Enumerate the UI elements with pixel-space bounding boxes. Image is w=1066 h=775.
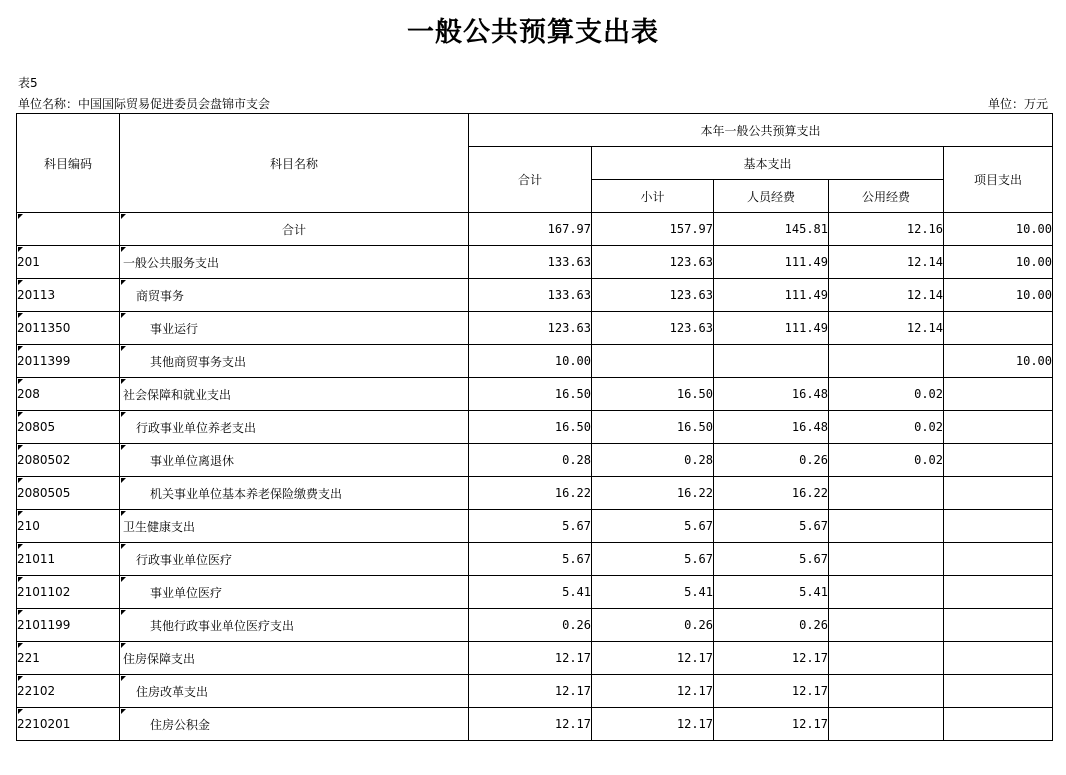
subject-name xyxy=(120,411,469,444)
amount-public: 0.02 xyxy=(829,378,944,411)
cell-comment-marker xyxy=(121,280,126,285)
subject-code-text: 208 xyxy=(17,387,40,401)
subject-name-text: 商贸事务 xyxy=(136,288,185,303)
subject-name xyxy=(120,708,469,741)
subject-code-text: 201 xyxy=(17,255,40,269)
table-row xyxy=(17,642,1053,675)
amount-total: 5.67 xyxy=(469,543,592,576)
subject-code-text: 2101199 xyxy=(17,618,71,632)
amount-public xyxy=(829,576,944,609)
subject-name xyxy=(120,675,469,708)
subject-name xyxy=(120,378,469,411)
table-row xyxy=(17,609,1053,642)
subject-code-text: 22102 xyxy=(17,684,56,698)
amount-subtotal: 5.67 xyxy=(592,510,714,543)
amount-project: 10.00 xyxy=(944,246,1053,279)
amount-total: 5.67 xyxy=(469,510,592,543)
cell-comment-marker xyxy=(18,247,23,252)
table-row xyxy=(17,312,1053,345)
subject-code xyxy=(17,576,120,609)
amount-personnel: 111.49 xyxy=(714,312,829,345)
subject-name-text: 社会保障和就业支出 xyxy=(123,387,232,402)
amount-project: 10.00 xyxy=(944,279,1053,312)
amount-public xyxy=(829,510,944,543)
cell-comment-marker xyxy=(18,346,23,351)
subject-name-text: 住房公积金 xyxy=(150,717,211,732)
amount-project xyxy=(944,543,1053,576)
subject-code xyxy=(17,411,120,444)
cell-comment-marker xyxy=(121,643,126,648)
amount-personnel: 16.48 xyxy=(714,411,829,444)
amount-public xyxy=(829,708,944,741)
cell-comment-marker xyxy=(121,412,126,417)
subject-code xyxy=(17,543,120,576)
table-row xyxy=(17,345,1053,378)
amount-total: 133.63 xyxy=(469,246,592,279)
amount-personnel: 5.67 xyxy=(714,543,829,576)
amount-project xyxy=(944,642,1053,675)
cell-comment-marker xyxy=(18,643,23,648)
amount-subtotal: 16.22 xyxy=(592,477,714,510)
amount-public xyxy=(829,642,944,675)
amount-public xyxy=(829,609,944,642)
cell-comment-marker xyxy=(18,214,23,219)
subject-name xyxy=(120,213,469,246)
table-row xyxy=(17,675,1053,708)
table-row xyxy=(17,246,1053,279)
subject-code-text: 2210201 xyxy=(17,717,71,731)
table-row xyxy=(17,510,1053,543)
amount-public: 0.02 xyxy=(829,411,944,444)
table-row xyxy=(17,708,1053,741)
subject-code xyxy=(17,345,120,378)
amount-personnel: 145.81 xyxy=(714,213,829,246)
amount-total: 16.50 xyxy=(469,378,592,411)
amount-public: 12.16 xyxy=(829,213,944,246)
cell-comment-marker xyxy=(121,676,126,681)
subject-code-text: 2080502 xyxy=(17,453,71,467)
subject-name xyxy=(120,444,469,477)
amount-personnel: 111.49 xyxy=(714,246,829,279)
header-basic: 基本支出 xyxy=(592,147,944,180)
subject-name xyxy=(120,576,469,609)
cell-comment-marker xyxy=(121,379,126,384)
subject-name xyxy=(120,246,469,279)
cell-comment-marker xyxy=(18,478,23,483)
amount-total: 5.41 xyxy=(469,576,592,609)
subject-code-text: 20113 xyxy=(17,288,56,302)
amount-personnel: 16.48 xyxy=(714,378,829,411)
amount-personnel: 5.67 xyxy=(714,510,829,543)
table-row xyxy=(17,543,1053,576)
amount-public xyxy=(829,345,944,378)
subject-name-text: 其他商贸事务支出 xyxy=(150,354,247,369)
cell-comment-marker xyxy=(18,709,23,714)
cell-comment-marker xyxy=(121,214,126,219)
table-row xyxy=(17,444,1053,477)
amount-subtotal: 16.50 xyxy=(592,378,714,411)
subject-name-text: 卫生健康支出 xyxy=(123,519,196,534)
subject-name-text: 住房保障支出 xyxy=(123,651,196,666)
subject-name xyxy=(120,312,469,345)
amount-public: 12.14 xyxy=(829,312,944,345)
subject-code-text: 2011350 xyxy=(17,321,71,335)
subject-name-text: 事业运行 xyxy=(150,321,199,336)
subject-code-text: 210 xyxy=(17,519,40,533)
table-row xyxy=(17,279,1053,312)
cell-comment-marker xyxy=(18,280,23,285)
amount-subtotal xyxy=(592,345,714,378)
subject-name xyxy=(120,543,469,576)
amount-project xyxy=(944,609,1053,642)
header-group: 本年一般公共预算支出 xyxy=(469,114,1053,147)
subject-code xyxy=(17,642,120,675)
header-public: 公用经费 xyxy=(829,180,944,213)
page-title: 一般公共预算支出表 xyxy=(407,17,659,48)
amount-subtotal: 0.28 xyxy=(592,444,714,477)
amount-total: 16.22 xyxy=(469,477,592,510)
unit-name: 单位名称：中国国际贸易促进委员会盘锦市支会 xyxy=(18,97,271,111)
subject-name-text: 事业单位离退休 xyxy=(150,453,235,468)
amount-subtotal: 123.63 xyxy=(592,246,714,279)
amount-project xyxy=(944,510,1053,543)
cell-comment-marker xyxy=(18,676,23,681)
amount-total: 12.17 xyxy=(469,642,592,675)
amount-project xyxy=(944,708,1053,741)
amount-total: 123.63 xyxy=(469,312,592,345)
subject-name-text: 事业单位医疗 xyxy=(150,585,223,600)
amount-personnel: 0.26 xyxy=(714,444,829,477)
table-number: 表5 xyxy=(18,76,38,90)
cell-comment-marker xyxy=(18,511,23,516)
subject-code-text: 21011 xyxy=(17,552,56,566)
currency-unit: 单位：万元 xyxy=(987,97,1048,111)
amount-total: 167.97 xyxy=(469,213,592,246)
subject-name-text: 其他行政事业单位医疗支出 xyxy=(150,618,295,633)
subject-code xyxy=(17,675,120,708)
cell-comment-marker xyxy=(121,445,126,450)
subject-name-text: 合计 xyxy=(281,222,306,237)
cell-comment-marker xyxy=(18,610,23,615)
subject-code xyxy=(17,246,120,279)
amount-personnel: 12.17 xyxy=(714,642,829,675)
amount-public: 12.14 xyxy=(829,246,944,279)
cell-comment-marker xyxy=(121,478,126,483)
amount-public xyxy=(829,675,944,708)
amount-personnel: 111.49 xyxy=(714,279,829,312)
subject-name-text: 机关事业单位基本养老保险缴费支出 xyxy=(150,486,343,501)
header-total: 合计 xyxy=(469,147,592,213)
amount-total: 133.63 xyxy=(469,279,592,312)
cell-comment-marker xyxy=(18,379,23,384)
amount-project xyxy=(944,477,1053,510)
amount-personnel: 5.41 xyxy=(714,576,829,609)
amount-subtotal: 157.97 xyxy=(592,213,714,246)
header-subtotal: 小计 xyxy=(592,180,714,213)
subject-name-text: 一般公共服务支出 xyxy=(123,255,220,270)
amount-subtotal: 12.17 xyxy=(592,708,714,741)
amount-public: 0.02 xyxy=(829,444,944,477)
amount-total: 16.50 xyxy=(469,411,592,444)
subject-code xyxy=(17,444,120,477)
subject-name xyxy=(120,642,469,675)
budget-table xyxy=(16,113,1053,741)
subject-code xyxy=(17,312,120,345)
amount-total: 12.17 xyxy=(469,708,592,741)
cell-comment-marker xyxy=(121,610,126,615)
amount-personnel: 16.22 xyxy=(714,477,829,510)
amount-public xyxy=(829,477,944,510)
cell-comment-marker xyxy=(121,313,126,318)
amount-project xyxy=(944,444,1053,477)
amount-subtotal: 0.26 xyxy=(592,609,714,642)
header-personnel: 人员经费 xyxy=(714,180,829,213)
subject-name-text: 行政事业单位医疗 xyxy=(136,552,233,567)
amount-personnel: 0.26 xyxy=(714,609,829,642)
cell-comment-marker xyxy=(121,346,126,351)
subject-code-text: 221 xyxy=(17,651,40,665)
cell-comment-marker xyxy=(18,412,23,417)
cell-comment-marker xyxy=(121,247,126,252)
subject-code xyxy=(17,609,120,642)
cell-comment-marker xyxy=(121,511,126,516)
table-row xyxy=(17,411,1053,444)
subject-code xyxy=(17,510,120,543)
table-row xyxy=(17,378,1053,411)
amount-subtotal: 12.17 xyxy=(592,675,714,708)
subject-name xyxy=(120,609,469,642)
amount-public: 12.14 xyxy=(829,279,944,312)
amount-subtotal: 123.63 xyxy=(592,279,714,312)
amount-subtotal: 123.63 xyxy=(592,312,714,345)
subject-code xyxy=(17,477,120,510)
subject-code xyxy=(17,213,120,246)
header-project: 项目支出 xyxy=(944,147,1053,213)
cell-comment-marker xyxy=(18,313,23,318)
subject-code-text: 2011399 xyxy=(17,354,71,368)
subject-name-text: 行政事业单位养老支出 xyxy=(136,420,257,435)
amount-personnel: 12.17 xyxy=(714,675,829,708)
amount-total: 0.28 xyxy=(469,444,592,477)
subject-code-text: 2101102 xyxy=(17,585,71,599)
header-name: 科目名称 xyxy=(120,114,469,213)
amount-project: 10.00 xyxy=(944,213,1053,246)
amount-project xyxy=(944,312,1053,345)
amount-project xyxy=(944,378,1053,411)
cell-comment-marker xyxy=(18,544,23,549)
table-row xyxy=(17,576,1053,609)
subject-name xyxy=(120,477,469,510)
cell-comment-marker xyxy=(121,544,126,549)
amount-total: 10.00 xyxy=(469,345,592,378)
cell-comment-marker xyxy=(18,445,23,450)
subject-name-text: 住房改革支出 xyxy=(136,684,209,699)
cell-comment-marker xyxy=(121,709,126,714)
table-row xyxy=(17,477,1053,510)
amount-public xyxy=(829,543,944,576)
header-code: 科目编码 xyxy=(17,114,120,213)
cell-comment-marker xyxy=(121,577,126,582)
table-row xyxy=(17,213,1053,246)
amount-subtotal: 12.17 xyxy=(592,642,714,675)
subject-code-text: 2080505 xyxy=(17,486,71,500)
amount-project xyxy=(944,411,1053,444)
subject-code xyxy=(17,708,120,741)
subject-name xyxy=(120,510,469,543)
cell-comment-marker xyxy=(18,577,23,582)
amount-project xyxy=(944,675,1053,708)
amount-personnel: 12.17 xyxy=(714,708,829,741)
subject-code-text: 20805 xyxy=(17,420,56,434)
amount-subtotal: 5.67 xyxy=(592,543,714,576)
amount-total: 12.17 xyxy=(469,675,592,708)
amount-personnel xyxy=(714,345,829,378)
amount-subtotal: 5.41 xyxy=(592,576,714,609)
amount-subtotal: 16.50 xyxy=(592,411,714,444)
subject-code xyxy=(17,378,120,411)
subject-code xyxy=(17,279,120,312)
subject-name xyxy=(120,279,469,312)
amount-project: 10.00 xyxy=(944,345,1053,378)
subject-name xyxy=(120,345,469,378)
amount-total: 0.26 xyxy=(469,609,592,642)
amount-project xyxy=(944,576,1053,609)
